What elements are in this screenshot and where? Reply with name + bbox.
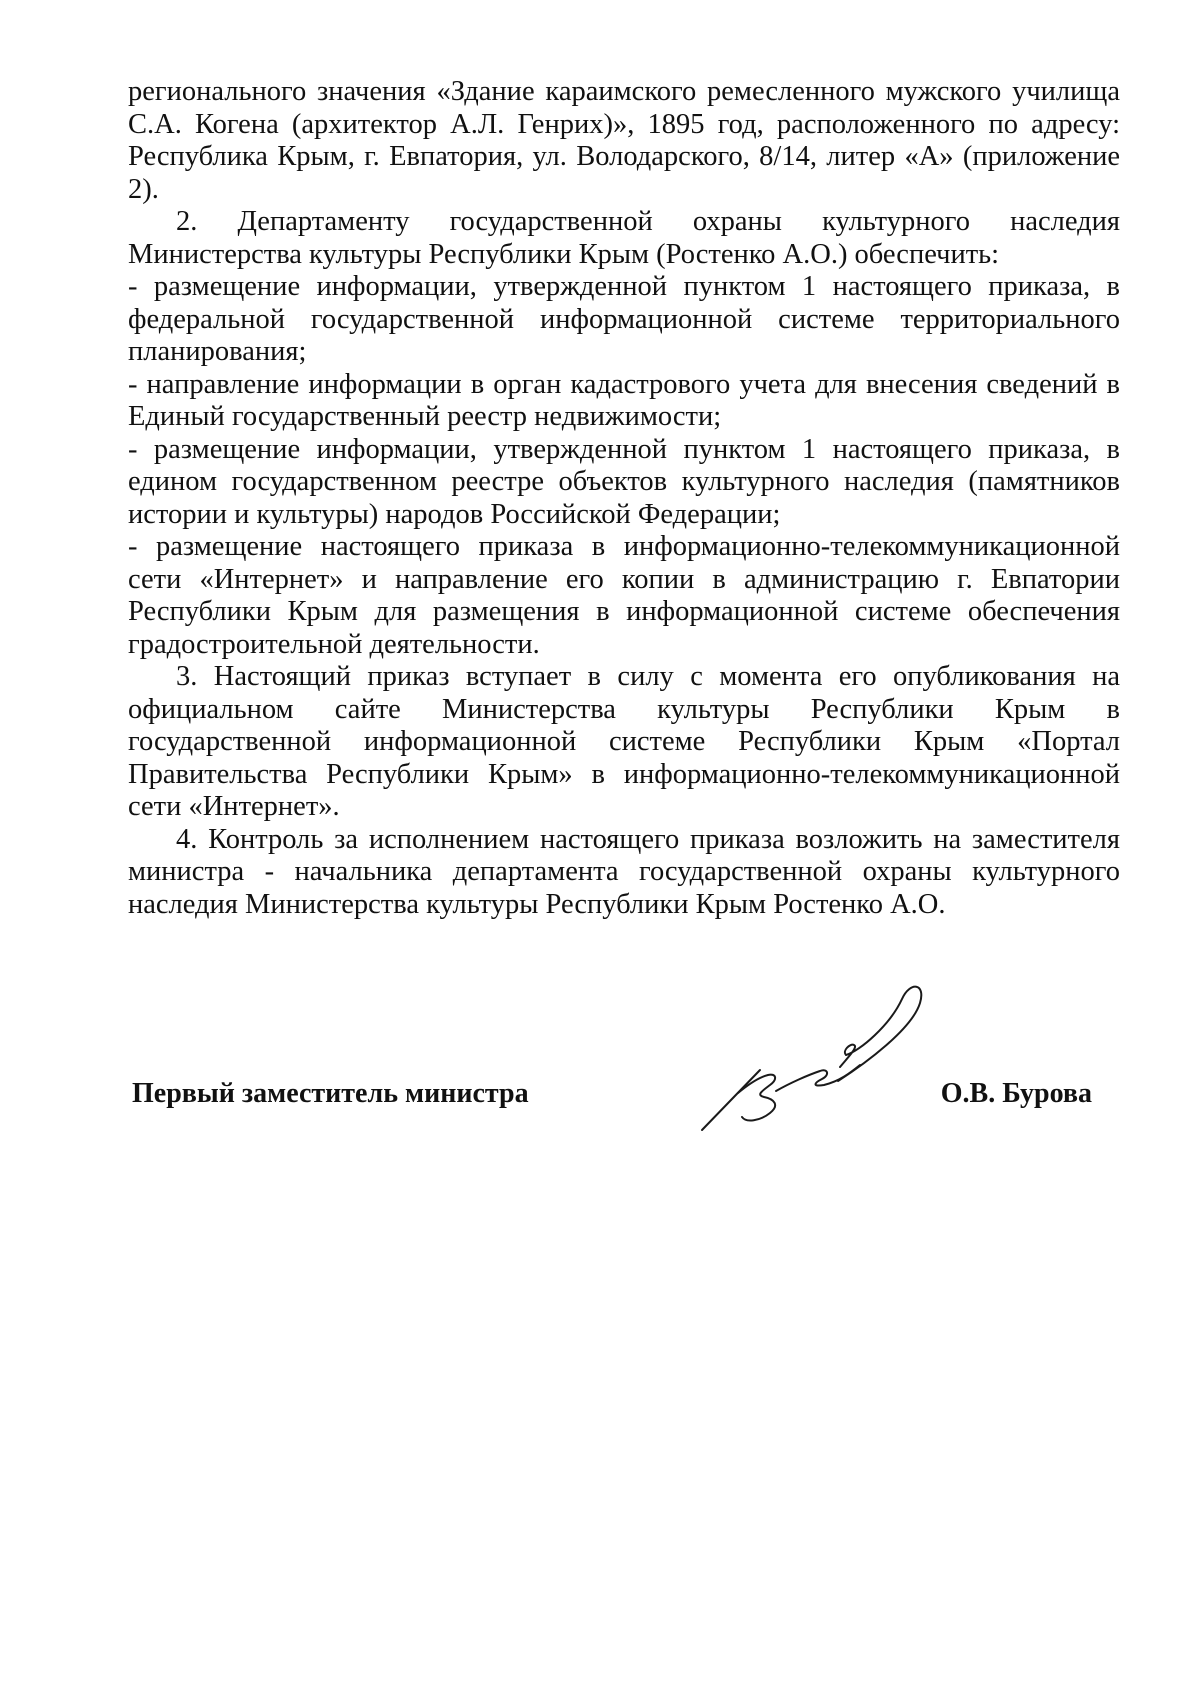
bullet-item-1: - размещение информации, утвержденной пунктом 1 настоящего приказа, в федеральной государственной информационной системе территориального планирования; [128, 271, 1120, 367]
paragraph-continuation: регионального значения «Здание караимского ремесленного мужского училища С.А. Когена (архитектор А.Л. Генрих)», 1895 год, расположенного по адресу: Республика Крым, г. Евпатория, ул. Володарского, 8/14, литер «А» (приложение 2). [128, 76, 1120, 205]
signatory-title: Первый заместитель министра [132, 1078, 529, 1109]
bullet-item-4: - размещение настоящего приказа в информационно-телекоммуникационной сети «Интернет» и направление его копии в администрацию г. Евпатории Республики Крым для размещения в информационной системе обеспечения градостроительной деятельности. [128, 531, 1120, 660]
bullet-item-2: - направление информации в орган кадастрового учета для внесения сведений в Единый государственный реестр недвижимости; [128, 368, 1120, 432]
signature-stroke [838, 987, 921, 1081]
paragraph-item-4: 4. Контроль за исполнением настоящего приказа возложить на заместителя министра - начальника департамента государственной охраны культурного наследия Министерства культуры Республики Крым Ростенко А.О. [128, 823, 1120, 920]
signature-block [128, 1078, 1092, 1118]
paragraph-item-3: 3. Настоящий приказ вступает в силу с момента его опубликования на официальном сайте Министерства культуры Республики Крым в государственной информационной системе Республики Крым «Портал Правительства Республики Крым» в информационно-телекоммуникационной сети «Интернет». [128, 661, 1120, 822]
bullet-item-3: - размещение информации, утвержденной пунктом 1 настоящего приказа, в едином государственном реестре объектов культурного наследия (памятников истории и культуры) народов Российской Федерации; [128, 433, 1120, 530]
signatory-name: О.В. Бурова [940, 1078, 1092, 1109]
paragraph-item-2: 2. Департаменту государственной охраны культурного наследия Министерства культуры Республики Крым (Ростенко А.О.) обеспечить: [128, 206, 1120, 270]
document-body [128, 76, 1120, 921]
